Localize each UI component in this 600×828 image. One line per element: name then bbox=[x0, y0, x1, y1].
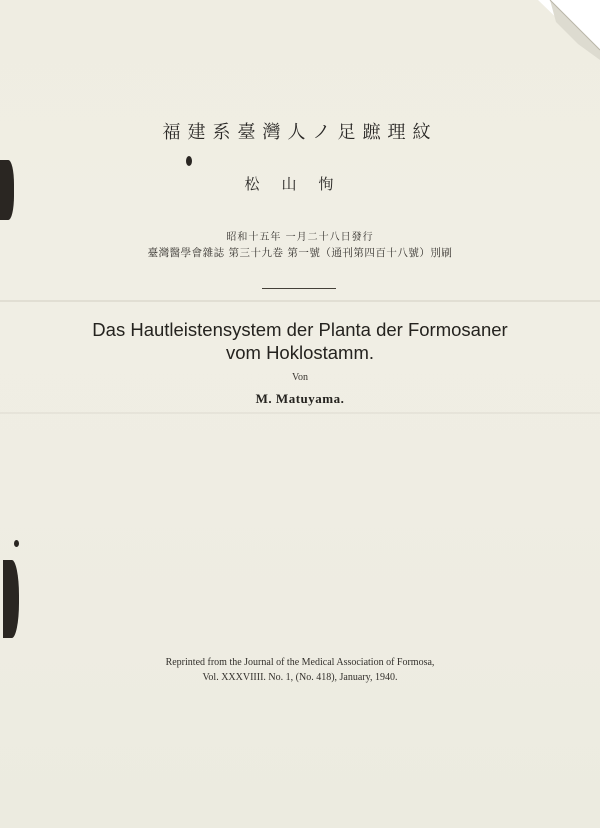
ink-spot bbox=[186, 156, 192, 166]
japanese-title: 福建系臺灣人ノ足蹠理紋 bbox=[162, 122, 438, 143]
german-title-line-1: Das Hautleistensystem der Planta der Formosaner bbox=[92, 319, 508, 340]
reprint-line-1: Reprinted from the Journal of the Medical Association of Formosa, bbox=[165, 657, 435, 668]
author-name: M. Matuyama. bbox=[255, 391, 345, 406]
paper-crease bbox=[0, 300, 600, 302]
paper-crease bbox=[0, 412, 600, 414]
ink-spot bbox=[14, 540, 19, 547]
german-title bbox=[0, 318, 600, 364]
journal-citation: 臺灣醫學會雜誌 第三十九卷 第一號（通刊第四百十八號）別刷 bbox=[147, 247, 453, 259]
von-label: Von bbox=[292, 372, 308, 383]
binding-stain bbox=[3, 560, 19, 638]
publication-date: 昭和十五年 一月二十八日發行 bbox=[226, 232, 374, 243]
divider-rule bbox=[262, 288, 336, 289]
reprint-note bbox=[0, 655, 600, 685]
reprint-line-2: Vol. XXXVIIII. No. 1, (No. 418), January, 1940. bbox=[202, 672, 398, 683]
japanese-author: 松山恂 bbox=[244, 175, 356, 193]
folded-corner bbox=[538, 0, 600, 60]
german-title-line-2: vom Hoklostamm. bbox=[225, 342, 375, 363]
